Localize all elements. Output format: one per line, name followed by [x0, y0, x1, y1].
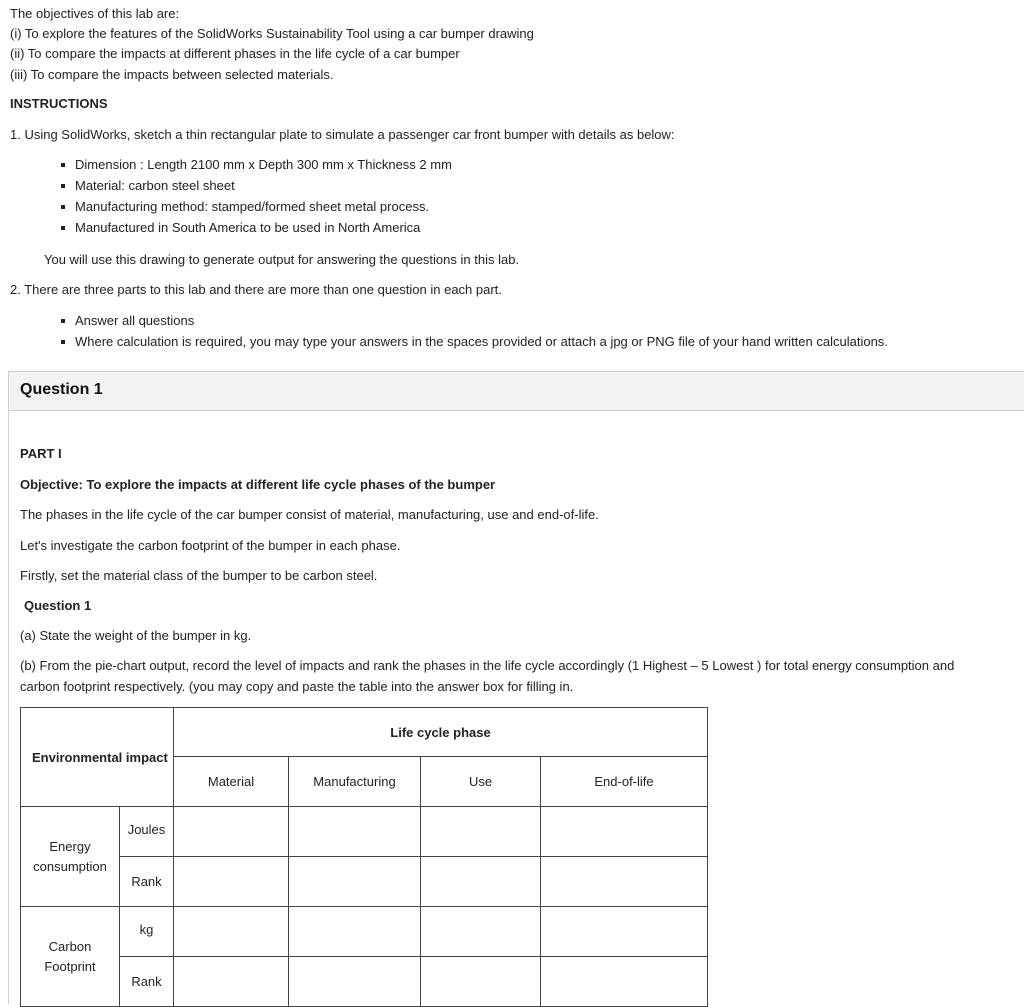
unit-energy-rank: Rank	[120, 857, 174, 907]
question-b-line-1: (b) From the pie-chart output, record the level of impacts and rank the phases in the life cycle accordingly (1 Highest – 5 Lowest ) for total energy consumption and	[20, 658, 955, 673]
energy-manufacturing-cell[interactable]	[289, 807, 421, 857]
unit-carbon-rank: Rank	[120, 957, 174, 1007]
objective-item-1: (i) To explore the features of the SolidWorks Sustainability Tool using a car bumper drawing	[10, 26, 534, 41]
phase-use-header: Use	[421, 757, 541, 807]
instruction-step-1: 1. Using SolidWorks, sketch a thin rectangular plate to simulate a passenger car front bumper with details as below:	[10, 127, 675, 142]
carbon-use-cell[interactable]	[421, 907, 541, 957]
energy-use-cell[interactable]	[421, 807, 541, 857]
question-a: (a) State the weight of the bumper in kg.	[20, 628, 252, 643]
objectives-heading: The objectives of this lab are:	[10, 6, 180, 21]
carbon-rank-material-cell[interactable]	[174, 957, 289, 1007]
life-cycle-phase-header: Life cycle phase	[174, 708, 708, 757]
energy-material-cell[interactable]	[174, 807, 289, 857]
part-label: PART I	[20, 446, 62, 461]
carbon-rank-use-cell[interactable]	[421, 957, 541, 1007]
objective-text: Objective: To explore the impacts at different life cycle phases of the bumper	[20, 477, 496, 492]
objective-item-2: (ii) To compare the impacts at different phases in the life cycle of a car bumper	[10, 46, 460, 61]
carbon-rank-end-of-life-cell[interactable]	[541, 957, 708, 1007]
bullet-manufactured-location: Manufactured in South America to be used in North America	[61, 220, 452, 241]
question-b-line-2: carbon footprint respectively. (you may copy and paste the table into the answer box for filling in.	[20, 679, 574, 694]
row-label-energy: Energy consumption	[21, 807, 120, 907]
bullet-dimension: Dimension : Length 2100 mm x Depth 300 mm x Thickness 2 mm	[61, 157, 452, 178]
paragraph-investigate: Let's investigate the carbon footprint of the bumper in each phase.	[20, 538, 401, 553]
phase-manufacturing-header: Manufacturing	[289, 757, 421, 807]
energy-rank-end-of-life-cell[interactable]	[541, 857, 708, 907]
carbon-manufacturing-cell[interactable]	[289, 907, 421, 957]
step2-bullet-list	[61, 313, 888, 355]
unit-kg: kg	[120, 907, 174, 957]
carbon-rank-manufacturing-cell[interactable]	[289, 957, 421, 1007]
unit-joules: Joules	[120, 807, 174, 857]
row-label-carbon: Carbon Footprint	[21, 907, 120, 1007]
energy-rank-use-cell[interactable]	[421, 857, 541, 907]
bullet-material: Material: carbon steel sheet	[61, 178, 452, 199]
step1-bullet-list	[61, 157, 452, 241]
paragraph-material-class: Firstly, set the material class of the bumper to be carbon steel.	[20, 568, 378, 583]
phase-material-header: Material	[174, 757, 289, 807]
energy-rank-manufacturing-cell[interactable]	[289, 857, 421, 907]
bullet-calculation: Where calculation is required, you may type your answers in the spaces provided or attach a jpg or PNG file of your hand written calculations.	[61, 334, 888, 355]
energy-rank-material-cell[interactable]	[174, 857, 289, 907]
energy-end-of-life-cell[interactable]	[541, 807, 708, 857]
carbon-end-of-life-cell[interactable]	[541, 907, 708, 957]
question-subheading: Question 1	[24, 598, 92, 613]
question-frame-border	[8, 409, 9, 1004]
question-title: Question 1	[20, 381, 103, 398]
carbon-material-cell[interactable]	[174, 907, 289, 957]
bullet-answer-all: Answer all questions	[61, 313, 888, 334]
objective-item-3: (iii) To compare the impacts between selected materials.	[10, 67, 334, 82]
environmental-impact-header: Environmental impact	[21, 708, 174, 807]
step1-note: You will use this drawing to generate output for answering the questions in this lab.	[44, 252, 520, 267]
phase-end-of-life-header: End-of-life	[541, 757, 708, 807]
paragraph-phases: The phases in the life cycle of the car bumper consist of material, manufacturing, use and end-of-life.	[20, 507, 599, 522]
question-header	[8, 371, 1024, 411]
instruction-step-2: 2. There are three parts to this lab and there are more than one question in each part.	[10, 282, 502, 297]
bullet-manufacturing-method: Manufacturing method: stamped/formed sheet metal process.	[61, 199, 452, 220]
life-cycle-table	[20, 707, 708, 1007]
instructions-heading: INSTRUCTIONS	[10, 96, 108, 111]
